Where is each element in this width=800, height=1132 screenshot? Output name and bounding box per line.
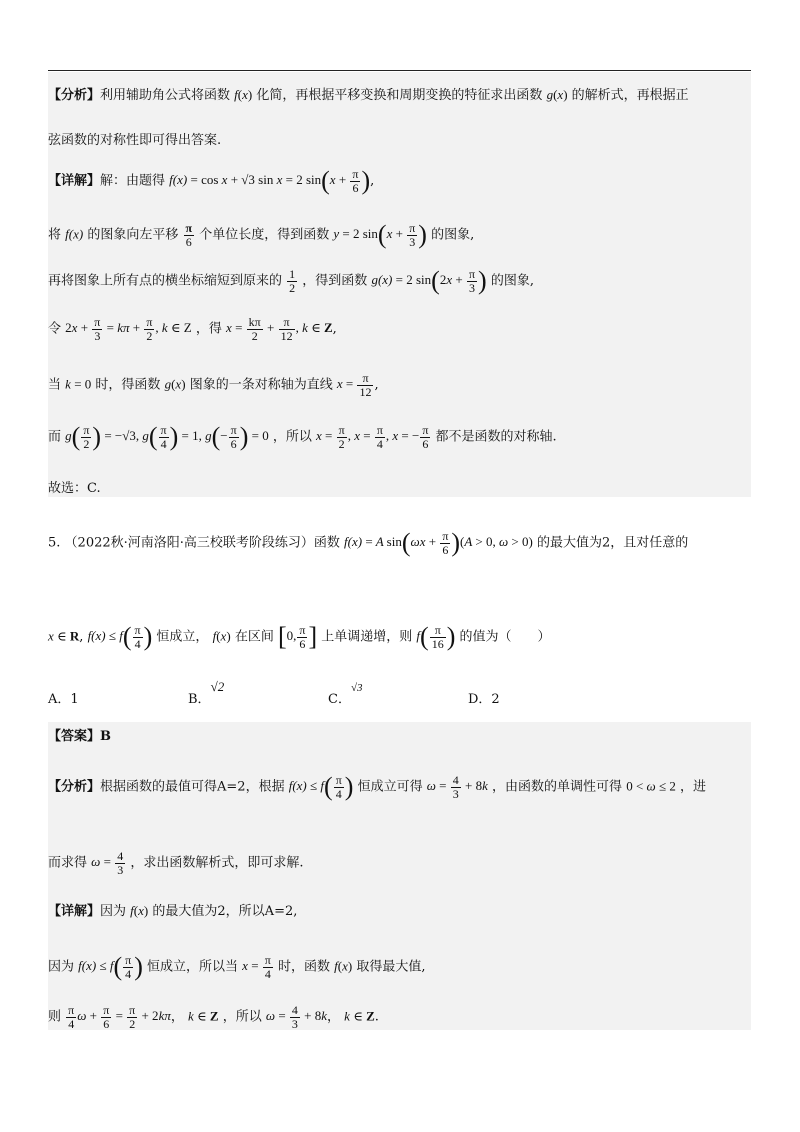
detail-5-line-3: 则 $\frac{\pi}{4}$ ω + $\frac{\pi}{6}$ = $\frac{\pi}{2}$ + 2kπ， k ∈ Z ，所以 ω = $\frac{4}{3}$ + 8k， k ∈ Z. [48, 1003, 379, 1031]
detail-4-line-2: 将 f(x) 的图象向左平移 $\frac{\pi}{6}$ 个单位长度，得到函数 y = 2 sin(x + $\frac{\pi}{3}$ ) 的图象, [48, 220, 475, 250]
option-c[interactable]: C．$^{√3}$ [328, 682, 363, 707]
detail-label: 【详解】 [48, 173, 101, 189]
analysis-4-line-1: 【分析】利用辅助角公式将函数 f(x) 化简，再根据平移变换和周期变换的特征求出函数 g(x) 的解析式，再根据正 [48, 87, 689, 103]
detail-5-line-1: 【详解】因为 f(x) 的最大值为2，所以A=2, [48, 903, 298, 919]
math-question-function: f(x) = A sin(ωx + $\frac{\pi}{6}$ )(A > 0, ω > 0) [344, 528, 533, 558]
math-g-function: g(x) = 2 sin(2x + $\frac{\pi}{3}$ ) [371, 266, 487, 296]
detail-4-line-1: 【详解】解：由题得 f(x) = cos x + √3 sin x = 2 sin(x + $\frac{\pi}{6}$ ), [48, 166, 375, 196]
question-number: 5. [48, 535, 61, 551]
detail-4-line-4: 令 2x + $\frac{\pi}{3}$ = kπ + $\frac{\pi}{2}$ , k ∈ Z ，得 x = $\frac{k\pi}{2}$ + $\frac{\pi}{12}$ , k ∈ Z, [48, 315, 337, 343]
option-a[interactable]: A．1 [48, 692, 79, 707]
detail-5-line-2: 因为 f(x) ≤ f( $\frac{\pi}{4}$ ) 恒成立，所以当 x = $\frac{\pi}{4}$ 时，函数 f(x) 取得最大值, [48, 952, 426, 982]
math-g-x: g(x) [546, 87, 568, 102]
question-5-line-1: 5. （2022秋·河南洛阳·高三校联考阶段练习）函数 f(x) = A sin(ωx + $\frac{\pi}{6}$ )(A > 0, ω > 0) 的最大值为2，且对任意的 [48, 528, 689, 558]
analysis-5-line-2: 而求得 ω = $\frac{4}{3}$ ，求出函数解析式，即可求解. [48, 849, 304, 877]
detail-4-line-5: 当 k = 0 时，得函数 g(x) 图象的一条对称轴为直线 x = $\frac{\pi}{12}$ , [48, 371, 379, 399]
option-d[interactable]: D．2 [468, 692, 500, 707]
question-5-line-2: x ∈ R, f(x) ≤ f( $\frac{\pi}{4}$ ) 恒成立， f(x) 在区间 [0, $\frac{\pi}{6}$ ] 上单调递增，则 f( $\frac{\pi}{16}$ ) 的值为（ ） [48, 622, 551, 652]
math-shifted-function: y = 2 sin(x + $\frac{\pi}{3}$ ) [333, 220, 427, 250]
detail-4-choice: 故选：C. [48, 481, 101, 496]
analysis-5-line-1: 【分析】根据函数的最值可得A=2，根据 f(x) ≤ f( $\frac{\pi}{4}$ ) 恒成立可得 ω = $\frac{4}{3}$ + 8k ，由函数的单调性可得 0 < ω ≤ 2 ，进 [48, 772, 707, 802]
math-f-simplified: f(x) = cos x + √3 sin x = 2 sin(x + $\frac{\pi}{6}$ ) [169, 166, 371, 196]
answer-5: 【答案】B [48, 729, 111, 744]
analysis-4-line-2: 弦函数的对称性即可得出答案. [48, 133, 222, 148]
top-rule [48, 70, 751, 71]
option-b[interactable]: B．√2 [188, 679, 225, 707]
analysis-label: 【分析】 [48, 88, 101, 103]
math-f-x: f(x) [234, 87, 253, 102]
question-source: （2022秋·河南洛阳·高三校联考阶段练习）函数 [64, 535, 340, 551]
detail-4-line-3: 再将图象上所有点的横坐标缩短到原来的 $\frac{1}{2}$ ，得到函数 g(x) = 2 sin(2x + $\frac{\pi}{3}$ ) 的图象, [48, 266, 534, 296]
detail-4-line-6: 而 g( $\frac{\pi}{2}$ ) = −√3, g( $\frac{\pi}{4}$ ) = 1, g(− $\frac{\pi}{6}$ ) = 0 ，所以 x = $\frac{\pi}{2}$ , x = $\frac{\pi}{4}$ , x = − $\frac{\pi}{6}$ 都不是函数的对称轴. [48, 422, 557, 452]
